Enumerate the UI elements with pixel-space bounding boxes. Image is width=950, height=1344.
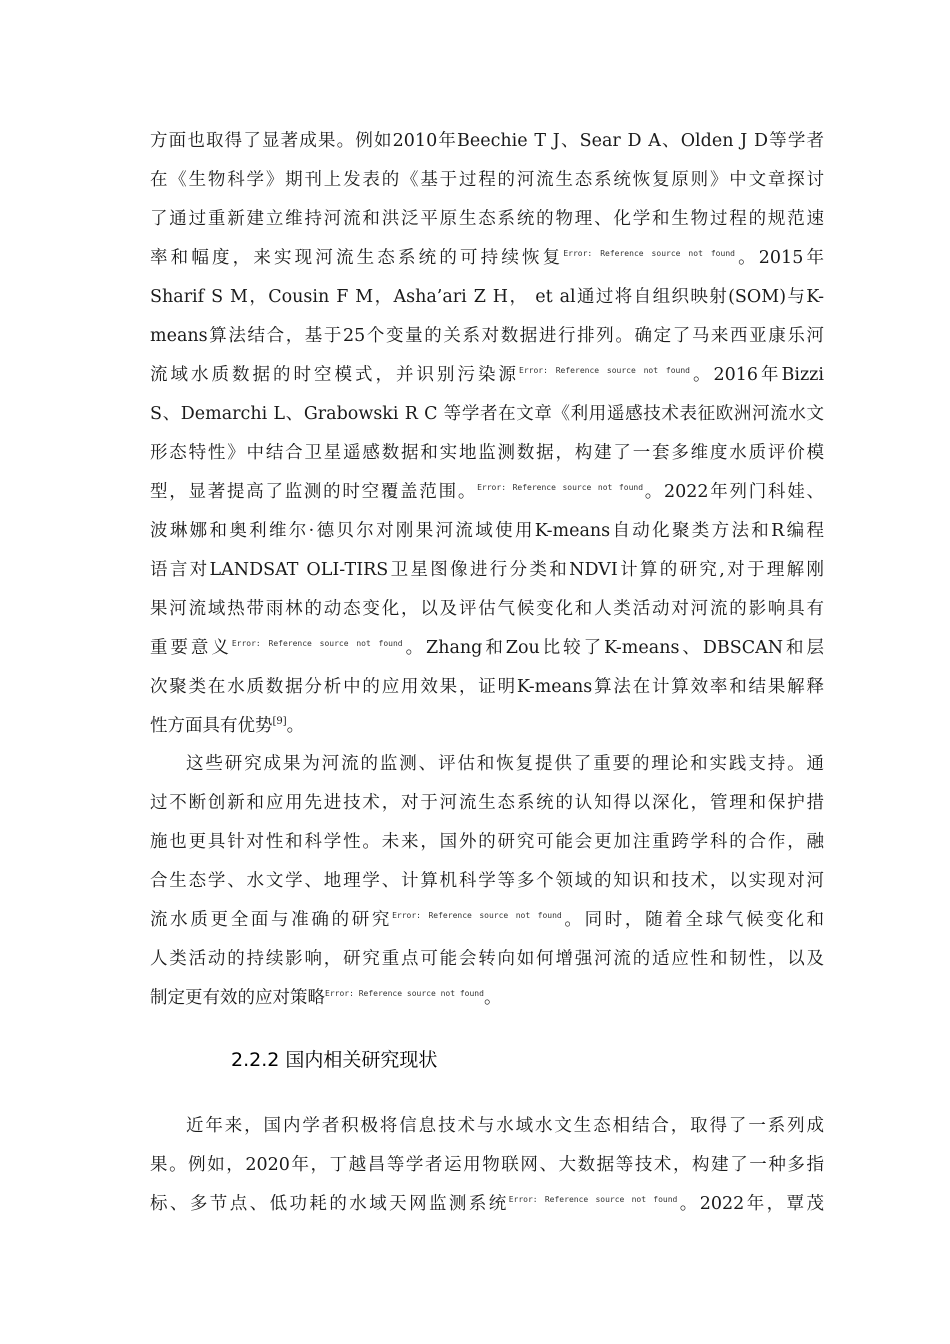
text-line: S、Demarchi L、Grabowski R C 等学者在文章《利用遥感技术表征欧洲河流水文: [150, 404, 824, 424]
text-segment: 。同时，随着全球气候变化和: [561, 910, 824, 930]
text-line: [150, 635, 824, 661]
text-line: [150, 362, 824, 388]
citation-superscript: [9]: [272, 716, 287, 727]
text-line: [150, 713, 824, 739]
text-segment: 。Zhang和Zou比较了K-means、DBSCAN和层: [402, 638, 824, 658]
text-line: [150, 907, 824, 933]
reference-error: Error: Reference source not found: [392, 911, 562, 920]
text-line: 果河流域热带雨林的动态变化，以及评估气候变化和人类活动对河流的影响具有: [150, 599, 824, 619]
text-segment: 。: [483, 988, 502, 1008]
text-segment: 型，显著提高了监测的时空覆盖范围。: [150, 482, 478, 502]
reference-error: Error: Reference source not found: [325, 989, 484, 998]
text-line: 施也更具针对性和科学性。未来，国外的研究可能会更加注重跨学科的合作，融: [150, 832, 824, 852]
text-segment: 性方面具有优势: [150, 716, 273, 736]
section-heading: 2.2.2 国内相关研究现状: [231, 1049, 438, 1071]
text-line: Sharif S M，Cousin F M，Asha’ari Z H， et al通过将自组织映射(SOM)与K-: [150, 287, 824, 307]
text-segment: 。2022年列门科娃、: [643, 482, 824, 502]
text-line: 波琳娜和奥利维尔·德贝尔对刚果河流域使用K-means自动化聚类方法和R编程: [150, 521, 824, 541]
text-line: means算法结合，基于25个变量的关系对数据进行排列。确定了马来西亚康乐河: [150, 326, 824, 346]
reference-error: Error: Reference source not found: [563, 249, 735, 258]
text-line: [150, 985, 824, 1011]
reference-error: Error: Reference source not found: [231, 639, 403, 648]
text-line: [150, 479, 824, 505]
text-line: 过不断创新和应用先进技术，对于河流生态系统的认知得以深化，管理和保护措: [150, 793, 824, 813]
reference-error: Error: Reference source not found: [508, 1195, 678, 1204]
text-segment: 。2022年，覃茂: [677, 1194, 824, 1214]
text-line: 了通过重新建立维持河流和洪泛平原生态系统的物理、化学和生物过程的规范速: [150, 209, 824, 229]
text-segment: 标、多节点、低功耗的水域天网监测系统: [150, 1194, 509, 1214]
text-line: [150, 245, 824, 271]
reference-error: Error: Reference source not found: [519, 366, 690, 375]
text-line: 这些研究成果为河流的监测、评估和恢复提供了重要的理论和实践支持。通: [186, 754, 824, 774]
text-segment: 。: [286, 716, 305, 736]
text-segment: 流域水质数据的时空模式，并识别污染源: [150, 365, 520, 385]
reference-error: Error: Reference source not found: [477, 483, 644, 492]
text-line: 在《生物科学》期刊上发表的《基于过程的河流生态系统恢复原则》中文章探讨: [150, 170, 824, 190]
text-line: 语言对LANDSAT OLI-TIRS卫星图像进行分类和NDVI计算的研究,对于理解刚: [150, 560, 824, 580]
text-segment: 重要意义: [150, 638, 232, 658]
text-line: 人类活动的持续影响，研究重点可能会转向如何增强河流的适应性和韧性，以及: [150, 949, 824, 969]
text-segment: 制定更有效的应对策略: [150, 988, 325, 1008]
text-line: 方面也取得了显著成果。例如2010年Beechie T J、Sear D A、Olden J D等学者: [150, 131, 824, 151]
text-segment: 率和幅度，来实现河流生态系统的可持续恢复: [150, 248, 564, 268]
text-segment: 流水质更全面与准确的研究: [150, 910, 393, 930]
text-line: 形态特性》中结合卫星遥感数据和实地监测数据，构建了一套多维度水质评价模: [150, 443, 824, 463]
text-segment: 。2016年Bizzi: [689, 365, 824, 385]
text-line: 次聚类在水质数据分析中的应用效果，证明K-means算法在计算效率和结果解释: [150, 677, 824, 697]
text-line: 合生态学、水文学、地理学、计算机科学等多个领域的知识和技术，以实现对河: [150, 871, 824, 891]
text-segment: 。2015年: [734, 248, 824, 268]
text-line: 近年来，国内学者积极将信息技术与水域水文生态相结合，取得了一系列成: [186, 1116, 824, 1136]
text-line: [150, 1191, 824, 1217]
text-line: 果。例如，2020年，丁越昌等学者运用物联网、大数据等技术，构建了一种多指: [150, 1155, 824, 1175]
